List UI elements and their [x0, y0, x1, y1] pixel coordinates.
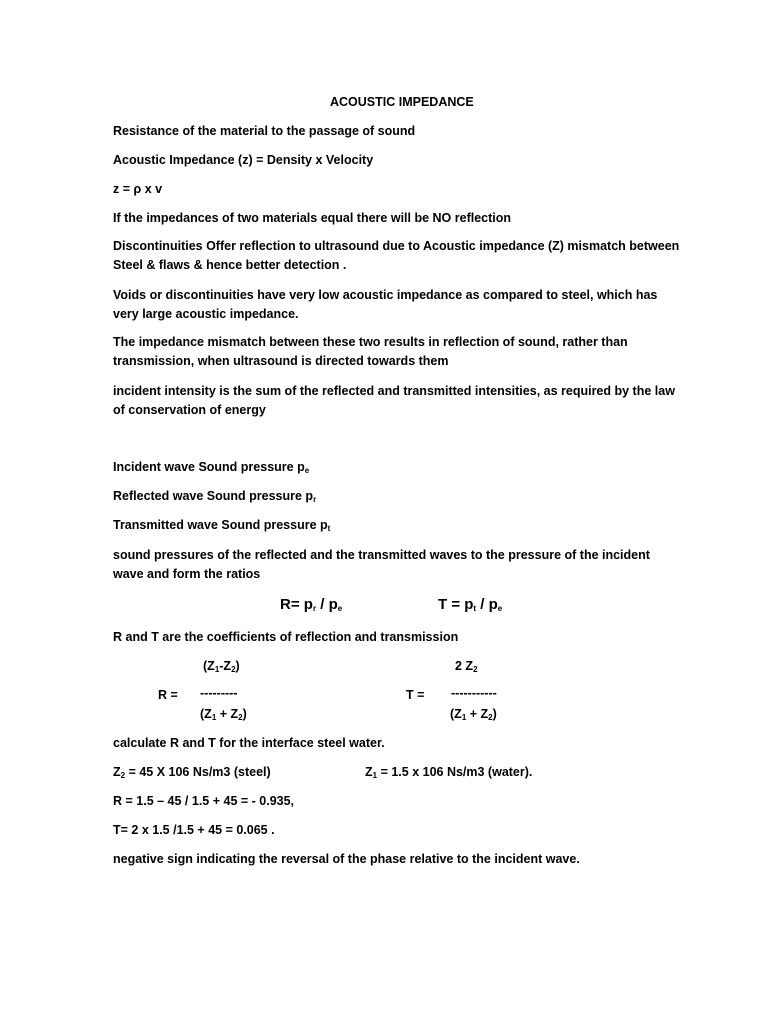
r-numerator [203, 658, 240, 674]
r-num-c: ) [235, 659, 240, 673]
impedance-formula-text: Acoustic Impedance (z) = Density x Velocity [113, 153, 374, 167]
t-num-a: 2 Z [455, 659, 474, 673]
reflection-ratio-a: R= p [280, 596, 313, 613]
z1-subscript: 1 [372, 771, 378, 780]
page-title: ACOUSTIC IMPEDANCE [330, 95, 474, 109]
reflected-wave-line [113, 488, 316, 504]
discontinuities-paragraph: Discontinuities Offer reflection to ultrasound due to Acoustic impedance (Z) mismatch between Steel & flaws & hence better detection . [113, 239, 680, 272]
t-numerator [455, 658, 478, 674]
z2-subscript: 2 [120, 771, 126, 780]
r-den-a-sub: 1 [211, 713, 217, 722]
phase-note: negative sign indicating the reversal of the phase relative to the incident wave. [113, 852, 580, 866]
z1-symbol: Z [365, 765, 373, 779]
incident-wave-text: Incident wave Sound pressure p [113, 460, 305, 474]
ratios-paragraph: sound pressures of the reflected and the transmitted waves to the pressure of the incident wave and form the ratios [113, 548, 650, 581]
t-den-b: + Z [466, 707, 489, 721]
t-den-a-sub: 1 [461, 713, 467, 722]
voids-paragraph: Voids or discontinuities have very low acoustic impedance as compared to steel, which has very large acoustic impedance. [113, 288, 658, 321]
r-den-a: (Z [200, 707, 212, 721]
z2-value: = 45 X 106 Ns/m3 (steel) [125, 765, 271, 779]
z1-value: = 1.5 x 106 Ns/m3 (water). [377, 765, 533, 779]
t-den-c: ) [492, 707, 497, 721]
r-num-b: -Z [219, 659, 232, 673]
calculate-text: calculate R and T for the interface steel water. [113, 736, 385, 750]
r-den-c: ) [242, 707, 247, 721]
r-den-b: + Z [216, 707, 239, 721]
transmission-ratio [438, 597, 502, 613]
transmitted-wave-line [113, 517, 330, 533]
r-num-a: (Z [203, 659, 215, 673]
r-den-b-sub: 2 [238, 713, 243, 722]
water-impedance [365, 764, 532, 780]
reflection-ratio-b: / p [316, 596, 338, 613]
incident-subscript: e [304, 466, 310, 475]
t-num-a-sub: 2 [473, 665, 478, 674]
t-den-a: (Z [450, 707, 462, 721]
reflection-ratio-b-sub: e [337, 604, 343, 613]
transmission-ratio-b-sub: e [497, 604, 503, 613]
impedance-symbol-formula: z = ρ x v [113, 182, 163, 196]
z2-symbol: Z [113, 765, 121, 779]
transmission-ratio-a: T = p [438, 596, 474, 613]
energy-paragraph: incident intensity is the sum of the reflected and transmitted intensities, as required by the law of conservation of energy [113, 384, 675, 417]
mismatch-paragraph: The impedance mismatch between these two results in reflection of sound, rather than transmission, when ultrasound is directed towards them [113, 335, 628, 368]
r-calculation: R = 1.5 – 45 / 1.5 + 45 = - 0.935, [113, 794, 295, 808]
coefficients-text: R and T are the coefficients of reflection and transmission [113, 630, 459, 644]
transmitted-wave-text: Transmitted wave Sound pressure p [113, 518, 328, 532]
transmission-ratio-b: / p [476, 596, 498, 613]
equal-impedance-note: If the impedances of two materials equal there will be NO reflection [113, 211, 512, 225]
r-denominator [200, 706, 247, 722]
transmission-ratio-a-sub: t [473, 604, 477, 613]
r-num-a-sub: 1 [214, 665, 220, 674]
reflected-subscript: r [313, 495, 317, 504]
r-num-b-sub: 2 [231, 665, 236, 674]
steel-impedance [113, 764, 271, 780]
reflection-ratio-a-sub: r [312, 604, 317, 613]
t-label: T = [406, 688, 425, 702]
reflection-ratio [280, 597, 342, 613]
r-label: R = [158, 688, 178, 702]
t-fraction-bar: ----------- [451, 686, 497, 700]
reflected-wave-text: Reflected wave Sound pressure p [113, 489, 314, 503]
t-den-b-sub: 2 [488, 713, 493, 722]
t-denominator [450, 706, 497, 722]
incident-wave-line [113, 459, 309, 475]
t-calculation: T= 2 x 1.5 /1.5 + 45 = 0.065 . [113, 823, 275, 837]
transmitted-subscript: t [327, 524, 331, 533]
r-fraction-bar: --------- [200, 686, 238, 700]
definition-text: Resistance of the material to the passage of sound [113, 124, 416, 138]
